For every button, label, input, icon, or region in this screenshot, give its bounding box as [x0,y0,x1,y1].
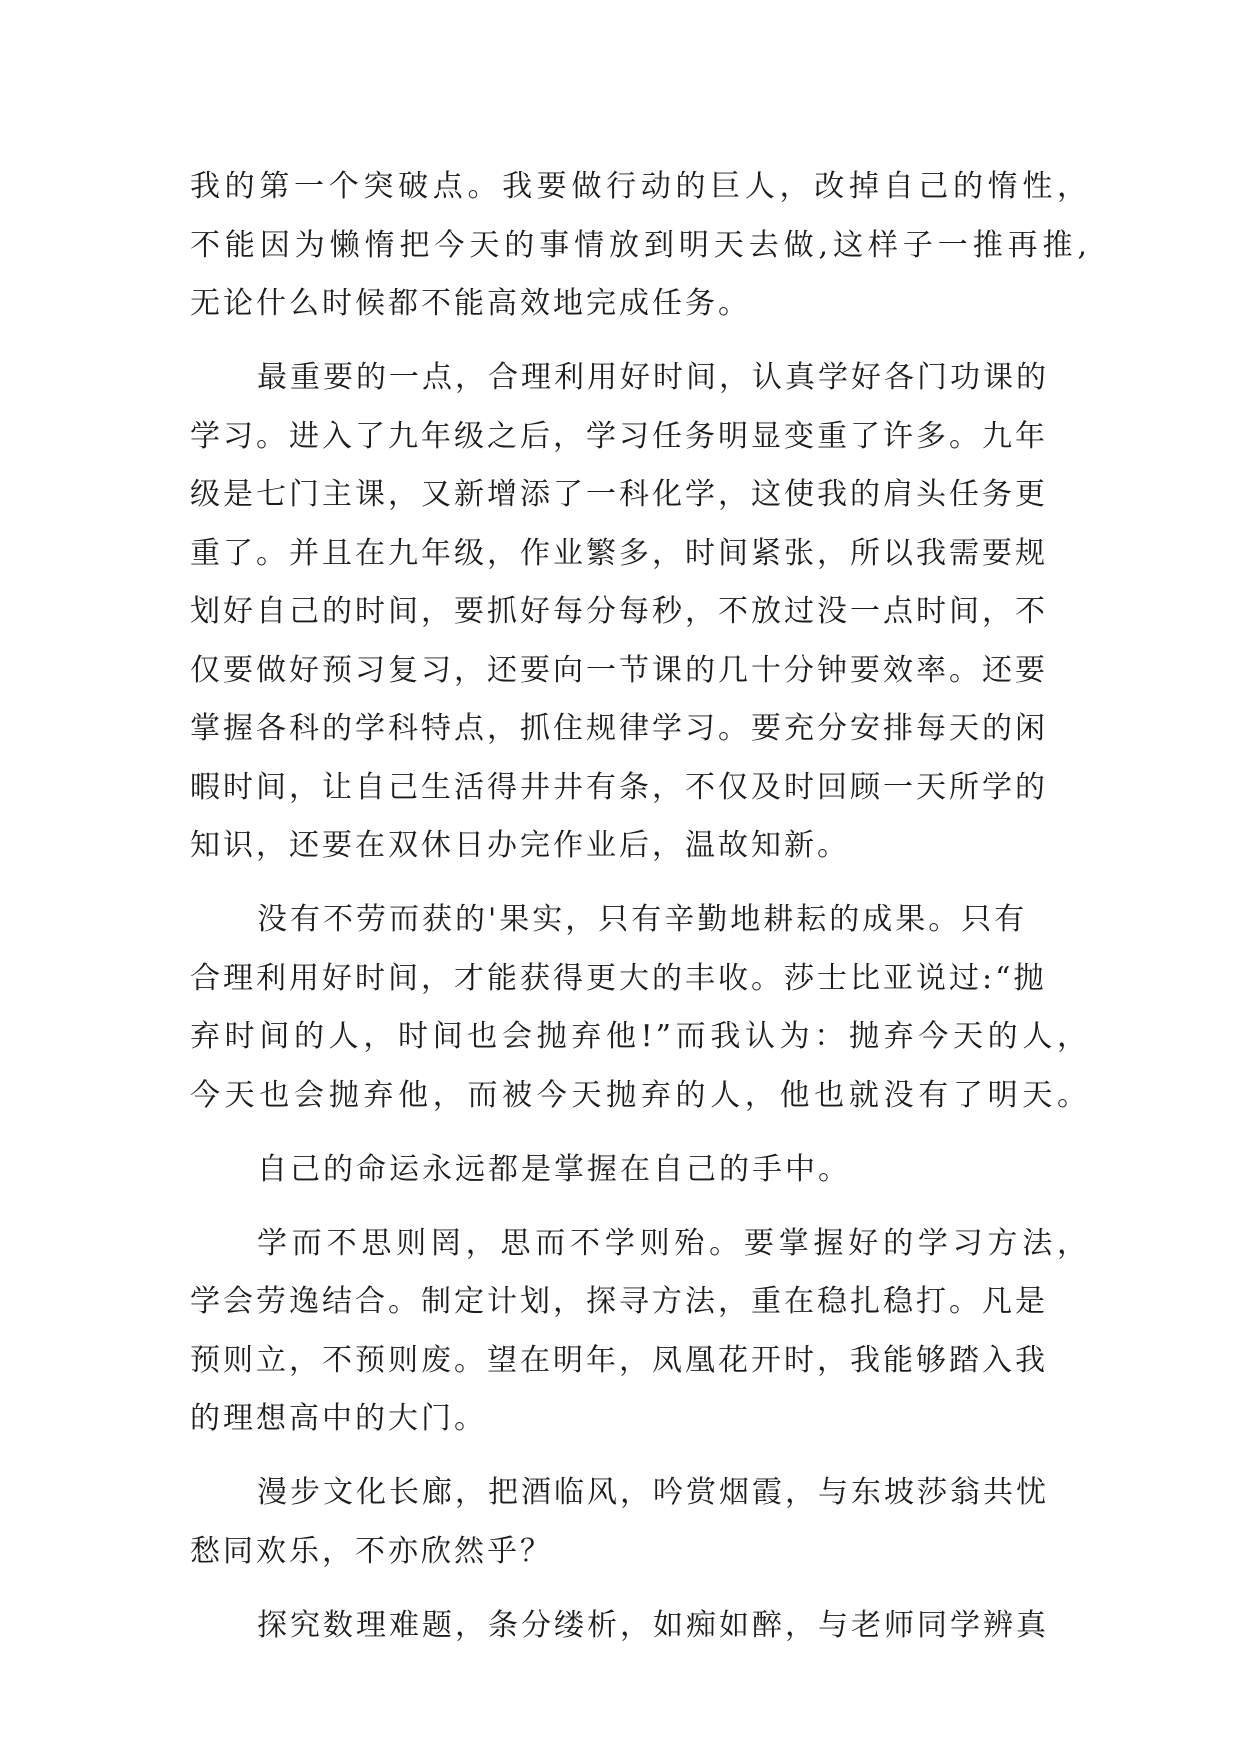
text-line: 级是七门主课，又新增添了一科化学，这使我的肩头任务更 [190,477,1048,512]
paragraph [190,1597,1100,1656]
paragraph [190,891,1100,1125]
paragraph [190,349,1100,876]
text-line: 漫步文化长廊，把酒临风，吟赏烟霞，与东坡莎翁共忧 [257,1475,1049,1510]
text-line: 弃时间的人，时间也会抛弃他!”而我认为：抛弃今天的人， [190,1019,1090,1054]
text-line: 自己的命运永远都是掌握在自己的手中。 [257,1151,851,1187]
text-line: 学会劳逸结合。制定计划，探寻方法，重在稳扎稳打。凡是 [190,1284,1048,1319]
text-line: 我的第一个突破点。我要做行动的巨人，改掉自己的惰性， [190,169,1090,204]
paragraph [190,158,1100,334]
paragraph [190,1141,1100,1200]
text-line: 合理利用好时间，才能获得更大的丰收。莎士比亚说过:“抛 [190,960,1047,996]
text-line: 预则立，不预则废。望在明年，凤凰花开时，我能够踏入我 [190,1342,1048,1378]
text-line: 不能因为懒惰把今天的事情放到明天去做,这样子一推再推, [190,227,1090,263]
text-line: 仅要做好预习复习，还要向一节课的几十分钟要效率。还要 [190,652,1048,688]
paragraph [190,1464,1100,1581]
text-line: 学习。进入了九年级之后，学习任务明显变重了许多。九年 [190,418,1048,454]
text-line: 今天也会抛弃他，而被今天抛弃的人，他也就没有了明天。 [190,1077,1090,1113]
text-line: 划好自己的时间，要抓好每分每秒，不放过没一点时间，不 [190,594,1048,629]
text-line: 掌握各科的学科特点，抓住规律学习。要充分安排每天的闲 [190,711,1048,746]
text-line: 重了。并且在九年级，作业繁多，时间紧张，所以我需要规 [190,535,1048,571]
text-line: 没有不劳而获的'果实，只有辛勤地耕耘的成果。只有 [257,902,1028,937]
paragraph [190,1215,1100,1449]
text-line: 暇时间，让自己生活得井井有条，不仅及时回顾一天所学的 [190,769,1048,805]
text-line: 愁同欢乐，不亦欣然乎？ [190,1533,553,1569]
text-line: 最重要的一点，合理利用好时间，认真学好各门功课的 [257,360,1049,395]
text-line: 的理想高中的大门。 [190,1401,487,1436]
text-line: 无论什么时候都不能高效地完成任务。 [190,286,751,321]
document-page [190,158,1100,1655]
text-line: 知识，还要在双休日办完作业后，温故知新。 [190,828,850,863]
text-line: 探究数理难题，条分缕析，如痴如醉，与老师同学辨真 [257,1607,1049,1643]
text-line: 学而不思则罔，思而不学则殆。要掌握好的学习方法， [257,1225,1090,1261]
